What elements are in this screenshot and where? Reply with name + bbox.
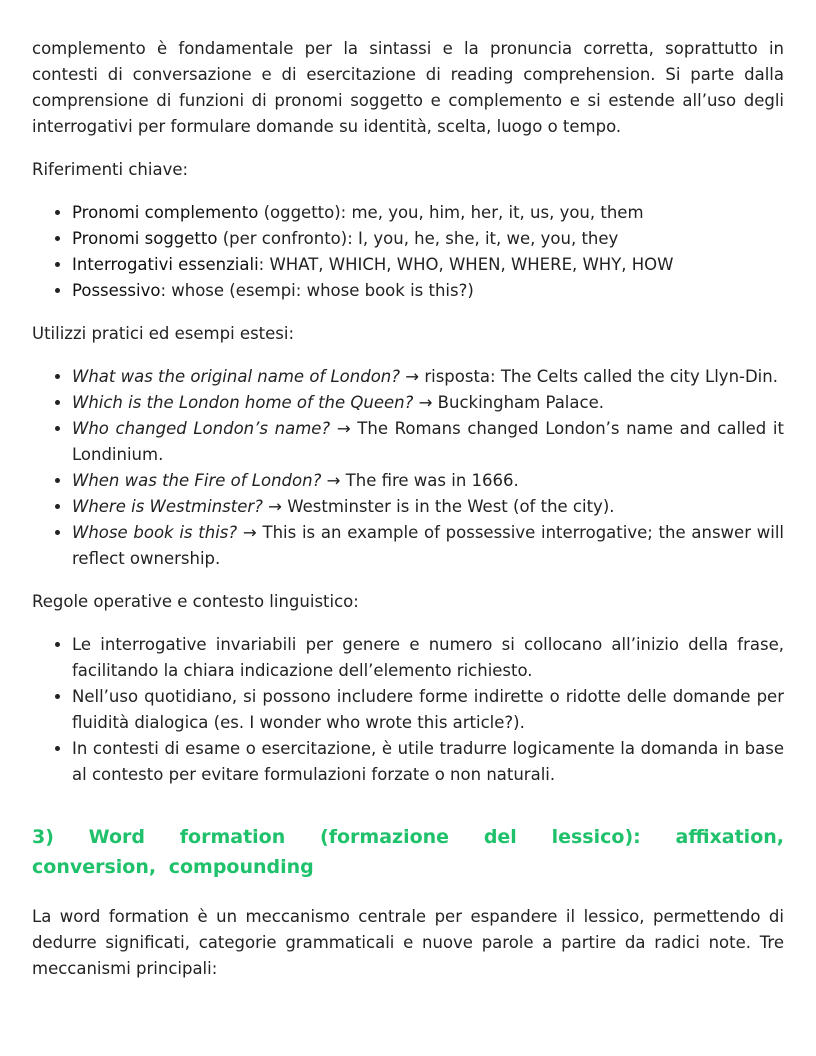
example-answer: → risposta: The Celts called the city Llyn-Din. [400,367,778,386]
list-item: • In contesti di esame o esercitazione, è utile tradurre logicamente la domanda in base al contesto per evitare formulazioni forzate o non naturali. [72,736,784,788]
list-item-text: (per confronto): I, you, he, she, it, we, you, they [217,229,619,248]
examples-list [32,364,784,572]
example-question: Where is Westminster? [72,497,263,516]
example-question: Who changed London’s name? [72,419,331,438]
example-question: Whose book is this? [72,523,238,542]
example-answer: → The Romans changed London’s name and called it Londinium. [72,419,784,464]
section-paragraph: La word formation è un meccanismo centrale per espandere il lessico, permettendo di dedurre significati, categorie grammaticali e nuove parole a partire da radici note. Tre meccanismi principali: [32,907,784,978]
key-refs-label: Riferimenti chiave: [32,160,189,179]
section-heading: 3) Word formation (formazione del lessico): affixation, conversion, compounding [32,826,784,878]
example-answer: → This is an example of possessive interrogative; the answer will reflect ownership. [72,523,784,568]
list-item-text: (oggetto): me, you, him, her, it, us, you, them [258,203,644,222]
rules-label: Regole operative e contesto linguistico: [32,592,359,611]
list-item [72,520,784,572]
example-question: When was the Fire of London? [72,471,322,490]
intro-paragraph: complemento è fondamentale per la sintassi e la pronuncia corretta, soprattutto in contesti di conversazione e di esercitazione di reading comprehension. Si parte dalla comprensione di funzioni di pronomi soggetto e complemento e si estende all’uso degli interrogativi per formulare domande su identità, scelta, luogo o tempo. [32,39,784,136]
list-item [72,468,784,494]
list-item-term: Possessivo [72,281,161,300]
example-question: Which is the London home of the Queen? [72,393,414,412]
list-item [72,364,784,390]
list-item-text: : WHAT, WHICH, WHO, WHEN, WHERE, WHY, HOW [258,255,674,274]
list-item: • Nell’uso quotidiano, si possono includere forme indirette o ridotte delle domande per fluidità dialogica (es. I wonder who wrote this article?). [72,684,784,736]
list-item: • Le interrogative invariabili per genere e numero si collocano all’inizio della frase, facilitando la chiara indicazione dell’elemento richiesto. [72,632,784,684]
list-item-term: Interrogativi essenziali [72,255,259,274]
list-item [72,390,784,416]
example-answer: → Westminster is in the West (of the city). [262,497,615,516]
rules-list [32,632,784,788]
list-item-term: Pronomi soggetto [72,229,218,248]
example-answer: → The fire was in 1666. [321,471,519,490]
list-item [72,226,784,252]
list-item [72,200,784,226]
list-item [72,416,784,468]
list-item-term: Pronomi complemento [72,203,259,222]
list-item-text: : whose (esempi: whose book is this?) [160,281,474,300]
example-answer: → Buckingham Palace. [413,393,604,412]
examples-label: Utilizzi pratici ed esempi estesi: [32,324,295,343]
list-item [72,278,784,304]
key-refs-list [32,200,784,304]
example-question: What was the original name of London? [72,367,401,386]
list-item [72,494,784,520]
list-item [72,252,784,278]
